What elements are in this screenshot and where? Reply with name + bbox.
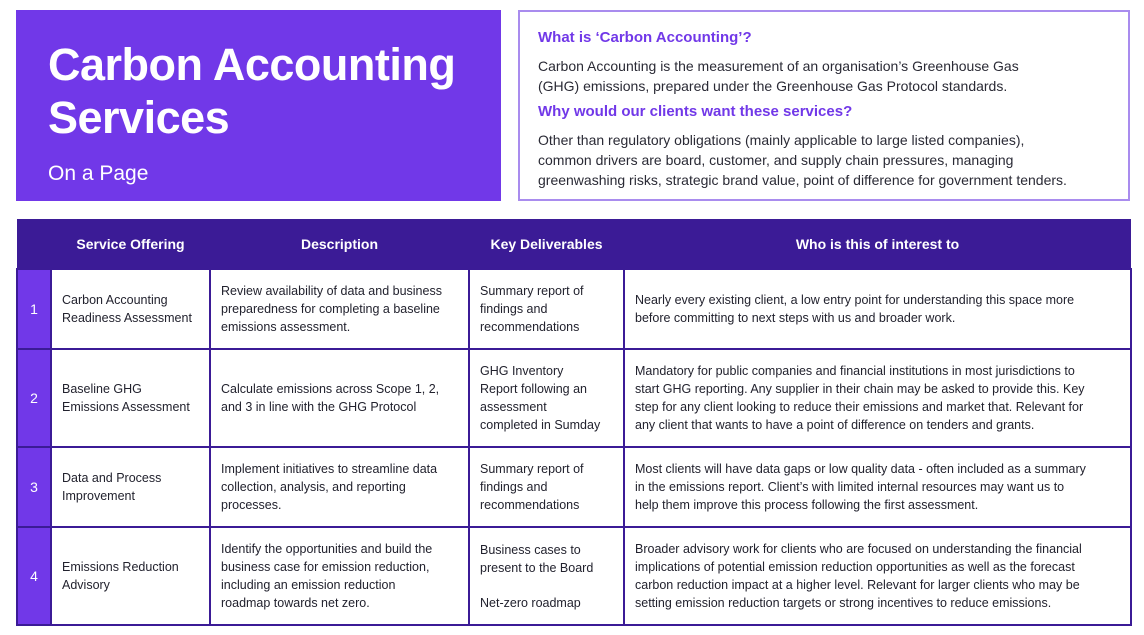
hero-banner <box>16 10 501 201</box>
cell-line: setting emission reduction targets or strong incentives to reduce emissions. <box>635 596 1052 610</box>
info-panel <box>518 10 1130 201</box>
cell-line: Emissions Reduction <box>62 560 179 574</box>
cell-line: collection, analysis, and reporting <box>221 480 406 494</box>
cell-line: carbon reduction impact at a higher level. Relevant for larger clients who may be <box>635 578 1080 592</box>
table-row <box>17 349 1131 447</box>
cell-spacer <box>480 577 613 594</box>
answer-text <box>538 56 1110 96</box>
row-number: 4 <box>17 527 51 625</box>
row-number: 2 <box>17 349 51 447</box>
cell-line: completed in Sumday <box>480 418 601 432</box>
table-row <box>17 269 1131 349</box>
service-cell <box>51 527 210 625</box>
cell-line: implications of potential emission reduction opportunities as well as the forecast <box>635 560 1075 574</box>
service-cell <box>51 447 210 527</box>
cell-line: business case for emission reduction, <box>221 560 430 574</box>
cell-line: Emissions Assessment <box>62 400 190 414</box>
cell-line: Summary report of <box>480 462 584 476</box>
cell-line: Baseline GHG <box>62 382 142 396</box>
cell-line: Most clients will have data gaps or low quality data - often included as a summary <box>635 462 1086 476</box>
cell-line: present to the Board <box>480 560 594 575</box>
cell-line: Improvement <box>62 489 135 503</box>
cell-line: findings and <box>480 480 548 494</box>
cell-line: Net-zero roadmap <box>480 595 581 610</box>
row-number: 3 <box>17 447 51 527</box>
cell-line: roadmap towards net zero. <box>221 596 370 610</box>
cell-line: assessment <box>480 400 547 414</box>
cell-line: Summary report of <box>480 284 584 298</box>
cell-line: and 3 in line with the GHG Protocol <box>221 400 417 414</box>
cell-line: Mandatory for public companies and financial institutions in most jurisdictions to <box>635 364 1075 378</box>
cell-line: Business cases to <box>480 542 581 557</box>
cell-line: Broader advisory work for clients who are focused on understanding the financial <box>635 542 1082 556</box>
deliverables-cell <box>469 447 624 527</box>
cell-line: step for any client looking to reduce their emissions and market that. Relevant for <box>635 400 1084 414</box>
page-title <box>48 38 469 144</box>
deliverables-cell <box>469 269 624 349</box>
cell-line: Readiness Assessment <box>62 311 192 325</box>
answer-line: Other than regulatory obligations (mainly applicable to large listed companies), <box>538 132 1025 148</box>
table-row <box>17 447 1131 527</box>
cell-line: before committing to next steps with us and broader work. <box>635 311 956 325</box>
cell-line: recommendations <box>480 498 580 512</box>
cell-line: including an emission reduction <box>221 578 396 592</box>
cell-line: Nearly every existing client, a low entry point for understanding this space more <box>635 293 1075 307</box>
service-cell <box>51 269 210 349</box>
column-header-deliverables: Key Deliverables <box>469 219 624 269</box>
cell-line: findings and <box>480 302 548 316</box>
column-header-description: Description <box>210 219 469 269</box>
column-header-number <box>17 219 51 269</box>
interest-cell <box>624 527 1131 625</box>
answer-line: (GHG) emissions, prepared under the Greenhouse Gas Protocol standards. <box>538 78 1008 94</box>
table-header-row <box>17 219 1131 269</box>
question-heading: What is ‘Carbon Accounting’? <box>538 29 752 46</box>
description-cell <box>210 269 469 349</box>
cell-line: in the emissions report. Client’s with limited internal resources may want us to <box>635 480 1065 494</box>
table-row <box>17 527 1131 625</box>
description-cell <box>210 527 469 625</box>
interest-cell <box>624 349 1131 447</box>
answer-line: Carbon Accounting is the measurement of an organisation’s Greenhouse Gas <box>538 58 1019 74</box>
cell-line: Carbon Accounting <box>62 293 168 307</box>
answer-line: common drivers are board, customer, and supply chain pressures, managing <box>538 152 1014 168</box>
cell-line: Implement initiatives to streamline data <box>221 462 438 476</box>
description-cell <box>210 349 469 447</box>
deliverables-cell <box>469 527 624 625</box>
cell-line: emissions assessment. <box>221 320 351 334</box>
deliverables-cell <box>469 349 624 447</box>
cell-line: Review availability of data and business <box>221 284 442 298</box>
description-cell <box>210 447 469 527</box>
column-header-service: Service Offering <box>51 219 210 269</box>
page-title-line: Carbon Accounting <box>48 39 456 90</box>
service-cell <box>51 349 210 447</box>
cell-line: processes. <box>221 498 282 512</box>
cell-line: GHG Inventory <box>480 364 564 378</box>
service-table <box>16 219 1132 626</box>
cell-line: Advisory <box>62 578 110 592</box>
cell-line: Calculate emissions across Scope 1, 2, <box>221 382 440 396</box>
column-header-interest: Who is this of interest to <box>624 219 1131 269</box>
cell-line: preparedness for completing a baseline <box>221 302 440 316</box>
cell-line: start GHG reporting. Any supplier in their chain may be asked to provide this. Key <box>635 382 1085 396</box>
page-title-line: Services <box>48 92 230 143</box>
cell-line: any client that wants to have a point of difference on tenders and grants. <box>635 418 1035 432</box>
page-subtitle: On a Page <box>48 162 149 185</box>
interest-cell <box>624 269 1131 349</box>
cell-line: recommendations <box>480 320 580 334</box>
question-heading: Why would our clients want these services? <box>538 103 853 120</box>
answer-text <box>538 130 1110 190</box>
answer-line: greenwashing risks, strategic brand value, point of difference for government tenders. <box>538 172 1067 188</box>
cell-line: Report following an <box>480 382 588 396</box>
row-number: 1 <box>17 269 51 349</box>
cell-line: help them improve this process following the first assessment. <box>635 498 979 512</box>
interest-cell <box>624 447 1131 527</box>
cell-line: Identify the opportunities and build the <box>221 542 433 556</box>
cell-line: Data and Process <box>62 471 162 485</box>
